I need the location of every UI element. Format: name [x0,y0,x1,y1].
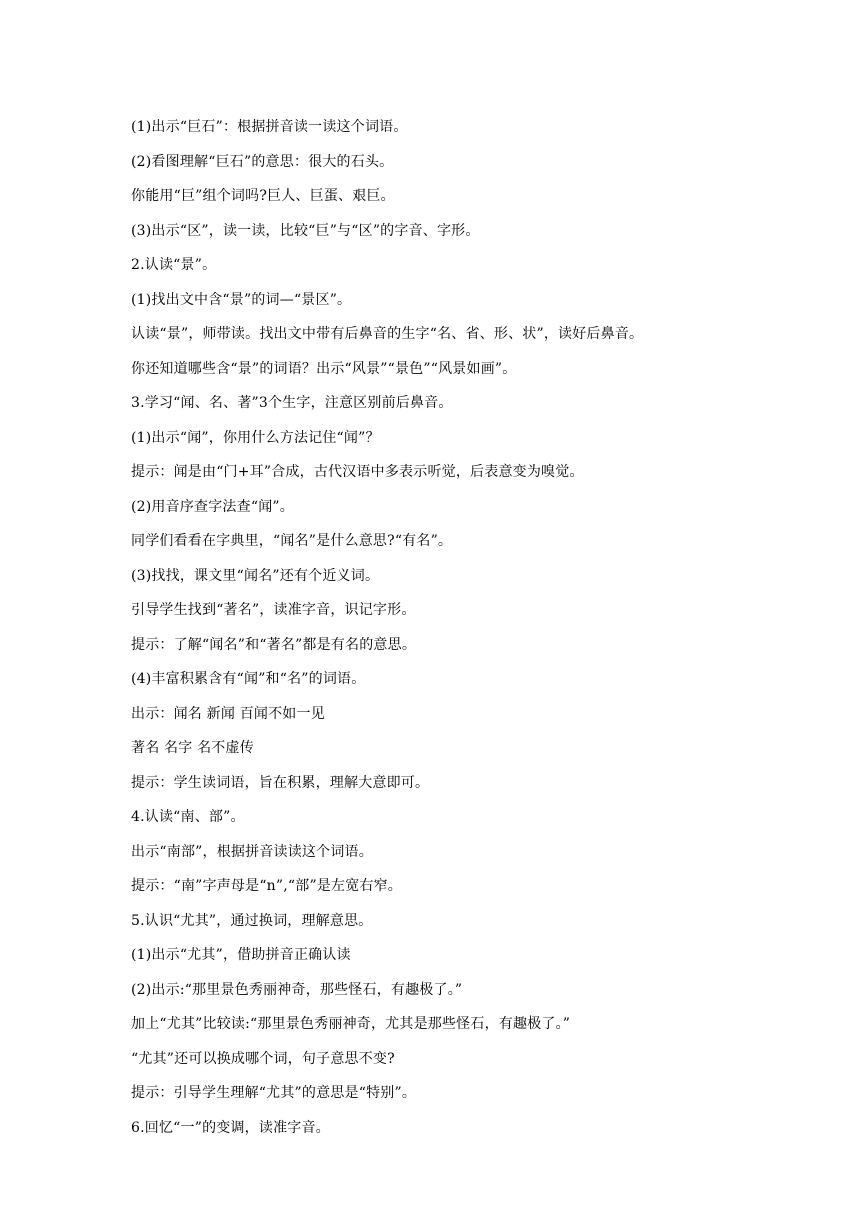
text-line: 提示：闻是由“门+耳”合成，古代汉语中多表示听觉，后表意变为嗅觉。 [131,464,584,480]
text-line: 认读“景”，师带读。找出文中带有后鼻音的生字“名、省、形、状”，读好后鼻音。 [131,326,644,342]
text-line: 你还知道哪些含“景”的词语？出示“风景”“景色”“风景如画”。 [131,360,517,377]
section-heading: 2.认读“景”。 [131,257,217,273]
text-line: (1)出示“巨石”：根据拼音读一读这个词语。 [131,119,408,135]
text-line: 你能用“巨”组个词吗?巨人、巨蛋、艰巨。 [131,188,395,204]
text-line: “尤其”还可以换成哪个词，句子意思不变? [131,1050,395,1067]
section-heading: 6.回忆“一”的变调，读准字音。 [131,1119,330,1136]
text-line: 加上“尤其”比较读:“那里景色秀丽神奇，尤其是那些怪石，有趣极了。” [131,1016,571,1032]
text-line: (2)出示:“那里景色秀丽神奇，那些怪石，有趣极了。” [131,981,463,998]
section-heading: 5.认识“尤其”，通过换词，理解意思。 [131,912,373,929]
text-line: (1)出示“尤其”，借助拼音正确认读 [131,947,351,963]
text-line: 出示“南部”，根据拼音读读这个词语。 [131,843,373,860]
text-line: (2)看图理解“巨石”的意思：很大的石头。 [131,153,394,170]
text-line: (2)用音序查字法查“闻”。 [131,498,294,515]
text-line: 出示：闻名 新闻 百闻不如一见 [131,705,325,722]
text-line: (4)丰富积累含有“闻”和“名”的词语。 [131,671,366,687]
text-line: 提示：学生读词语，旨在积累，理解大意即可。 [131,774,430,791]
text-line: 引导学生找到“著名”，读准字音，识记字形。 [131,602,416,618]
text-line: (3)出示“区”，读一读，比较“巨”与“区”的字音、字形。 [131,222,480,239]
text-line: (1)出示“闻”，你用什么方法记住“闻”？ [131,429,380,446]
text-line: 提示：引导学生理解“尤其”的意思是“特别”。 [131,1085,417,1101]
section-heading: 4.认读“南、部”。 [131,809,245,825]
text-line: 同学们看看在字典里，“闻名”是什么意思?“有名”。 [131,533,453,549]
text-line: 提示：了解“闻名”和“著名”都是有名的意思。 [131,636,417,653]
text-line: (3)找找，课文里“闻名”还有个近义词。 [131,567,380,584]
document-body [131,110,771,1145]
text-line: 著名 名字 名不虚传 [131,740,254,756]
text-line: (1)找出文中含“景”的词—“景区”。 [131,291,352,308]
text-line: 提示：“南”字声母是“n”,“部”是左宽右窄。 [131,878,403,894]
section-heading: 3.学习“闻、名、著”3个生字，注意区别前后鼻音。 [131,395,453,411]
